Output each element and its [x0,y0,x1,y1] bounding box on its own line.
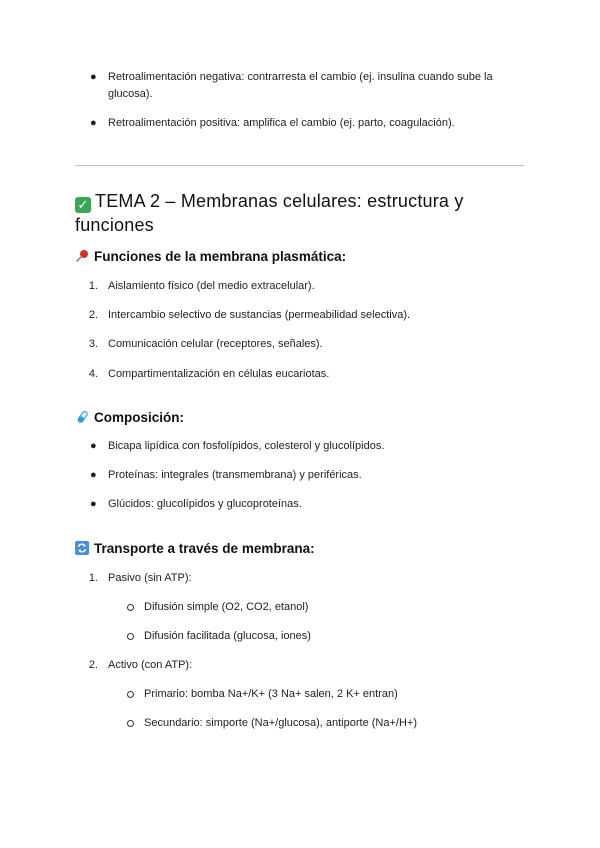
horizontal-divider [75,165,524,166]
composicion-heading [75,409,184,427]
list-item: Retroalimentación negativa: contrarresta el cambio (ej. insulina cuando sube la [108,71,493,83]
list-item-continuation: glucosa). [108,88,153,100]
list-item: Activo (con ATP): [108,659,193,671]
bullet-marker: ● [90,117,97,129]
bullet-marker: ● [90,440,97,452]
sub-list-item: Difusión facilitada (glucosa, iones) [144,630,311,642]
bullet-marker: ● [90,71,97,83]
list-number: 2. [88,659,98,671]
list-item: Aislamiento físico (del medio extracelular). [108,280,315,292]
sub-bullet-marker [127,691,134,698]
sub-list-item: Difusión simple (O2, CO2, etanol) [144,601,309,613]
list-number: 3. [88,338,98,350]
section-title [75,189,515,213]
sub-list-item: Secundario: simporte (Na+/glucosa), antiporte (Na+/H+) [144,717,417,729]
list-item: Proteínas: integrales (transmembrana) y periféricas. [108,469,362,481]
transporte-heading-text: Transporte a través de membrana: [94,541,315,556]
list-number: 4. [88,368,98,380]
sub-bullet-marker [127,720,134,727]
sub-list-item: Primario: bomba Na+/K+ (3 Na+ salen, 2 K+ entran) [144,688,398,700]
list-number: 1. [88,572,98,584]
list-item: Glúcidos: glucolípidos y glucoproteínas. [108,498,302,510]
list-item: Pasivo (sin ATP): [108,572,192,584]
section-title-text: TEMA 2 – Membranas celulares: estructura y [95,191,464,211]
transporte-heading [75,540,315,558]
list-item: Comunicación celular (receptores, señales). [108,338,323,350]
funciones-heading-text: Funciones de la membrana plasmática: [94,249,347,264]
list-item: Retroalimentación positiva: amplifica el cambio (ej. parto, coagulación). [108,117,455,129]
list-number: 2. [88,309,98,321]
pushpin-icon [75,249,89,263]
arrows-cycle-icon [75,541,89,555]
list-number: 1. [88,280,98,292]
sub-bullet-marker [127,604,134,611]
bullet-marker: ● [90,498,97,510]
funciones-heading [75,248,346,266]
bullet-marker: ● [90,469,97,481]
section-title-continuation: funciones [75,215,154,235]
sub-bullet-marker [127,633,134,640]
composicion-heading-text: Composición: [94,410,184,425]
list-item: Intercambio selectivo de sustancias (permeabilidad selectiva). [108,309,411,321]
check-icon: ✓ [75,197,91,213]
test-tube-icon [75,410,89,424]
list-item: Compartimentalización en células eucariotas. [108,368,330,380]
list-item: Bicapa lipídica con fosfolípidos, colesterol y glucolípidos. [108,440,385,452]
